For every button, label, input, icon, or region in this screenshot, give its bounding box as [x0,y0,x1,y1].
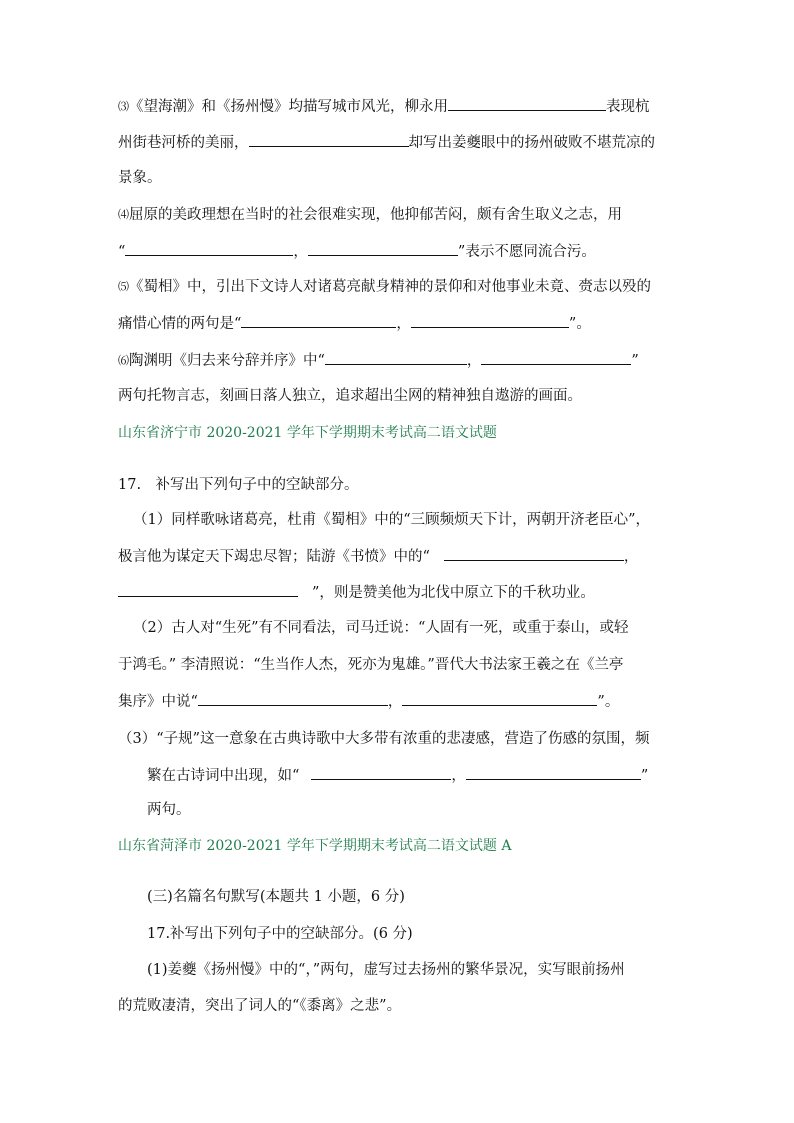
s2-p1-line-3 [118,582,595,603]
q4-blank-1[interactable] [125,241,293,256]
s3-p1-line-2: 的荒败凄清，突出了词人的“《黍离》之悲”。 [118,998,402,1014]
s2-p2-text-b: ”。 [597,694,620,710]
s2-p1-line-1: （1）同样歌咏诸葛亮，杜甫《蜀相》中的“三顾频烦天下计，两朝开济老臣心”， [133,512,651,528]
q6-number: ⑹ [118,354,129,367]
s2-p3-line-2 [147,765,648,786]
q3-number: ⑶ [118,100,129,113]
q4-text-a: 屈原的美政理想在当时的社会很难实现，他抑郁苦闷，颇有舍生取义之志，用 [129,207,622,223]
q5-blank-2[interactable] [411,313,569,328]
q6-quote-close: ” [631,353,639,369]
q3-line-3 [118,168,162,188]
question-17-heading: 17. 补写出下列句子中的空缺部分。 [118,477,359,493]
q3-blank-2[interactable] [249,132,409,147]
q4-blank-2[interactable] [308,241,458,256]
q4-line-2 [118,241,596,262]
s2-p3-line-1: （3）“子规”这一意象在古典诗歌中大多带有浓重的悲凄感，营造了伤感的氛围，频 [118,731,650,747]
source-title-1: 山东省济宁市 2020-2021 学年下学期期末考试高二语文试题 [118,425,497,441]
q6-blank-1[interactable] [325,350,467,365]
s2-p1-blank-2[interactable] [118,582,298,597]
q3-line-2 [118,132,655,153]
q5-text-b: 痛惜心情的两句是“ [118,316,242,332]
s3-p1-line-1: (1)姜夔《扬州慢》中的“，”两句，虚写过去扬州的繁华景况，实写眼前扬州 [147,962,625,978]
s2-p1-blank-1[interactable] [444,546,624,561]
s2-p2-line-2: 于鸿毛。” 李清照说：“生当作人杰，死亦为鬼雄。”晋代大书法家王羲之在《兰亭 [118,657,624,673]
q5-line-2 [118,313,591,334]
q5-text-a: 《蜀相》中，引出下文诗人对诸葛亮献身精神的景仰和对他事业未竟、赍志以殁的 [129,279,651,295]
q3-text-b: 表现杭 [606,99,650,115]
s2-p2-comma: ， [387,694,403,710]
q4-quote-open: “ [118,244,126,260]
s2-p3-blank-2[interactable] [466,765,641,780]
q6-line-2 [118,386,582,406]
section-3-heading: (三)名篇名句默写(本题共 1 小题，6 分) [147,889,405,905]
q4-text-b: ”表示不愿同流合污。 [457,244,596,260]
q6-blank-2[interactable] [481,350,631,365]
q5-line-1 [118,277,651,297]
s2-p2-text-a: 集序》中说“ [118,694,198,710]
q6-line-1 [118,350,639,371]
s2-p1-text-a: 极言他为谋定天下竭忠尽智；陆游《书愤》中的“ [118,549,430,565]
s2-p3-quote-close: ” [640,768,649,784]
q5-text-c: ”。 [568,316,591,332]
q3-text-c: 州街巷河桥的美丽， [118,135,249,151]
s2-p1-line-2 [118,546,638,567]
s2-p3-comma: ， [451,768,466,784]
q3-blank-1[interactable] [448,96,606,111]
s2-p2-line-1: （2）古人对“生死”有不同看法，司马迁说：“人固有一死，或重于泰山，或轻 [133,620,629,636]
q3-text-a: 《望海潮》和《扬州慢》均描写城市风光，柳永用 [129,99,448,115]
s2-p1-comma: ， [623,549,639,565]
s2-p3-line-3: 两句。 [147,802,191,818]
q3-text-d: 却写出姜夔眼中的扬州破败不堪荒凉的 [408,135,655,151]
q6-comma: ， [466,353,482,369]
s2-p3-text-a: 繁在古诗词中出现，如“ [147,768,300,784]
q4-line-1 [118,205,622,225]
q4-number: ⑷ [118,208,129,221]
q5-blank-1[interactable] [241,313,396,328]
q6-text-a: 陶渊明《归去来兮辞并序》中“ [129,353,325,369]
s2-p3-blank-1[interactable] [311,765,451,780]
s2-p2-blank-1[interactable] [198,691,388,706]
s2-p2-blank-2[interactable] [402,691,597,706]
s2-p2-line-3 [118,691,619,712]
q4-comma: ， [293,244,308,260]
q5-comma: ， [396,316,411,332]
q3-text-e: 景象。 [118,170,162,186]
q6-text-b: 两句托物言志，刻画日落人独立，追求超出尘网的精神独自遨游的画面。 [118,388,582,404]
section-3-question-17: 17.补写出下列句子中的空缺部分。(6 分) [147,926,413,942]
source-title-2: 山东省菏泽市 2020-2021 学年下学期期末考试高二语文试题 A [118,838,512,854]
q5-number: ⑸ [118,280,129,293]
q3-line-1 [118,96,650,117]
s2-p1-text-b: ”，则是赞美他为北伐中原立下的千秋功业。 [312,585,595,601]
